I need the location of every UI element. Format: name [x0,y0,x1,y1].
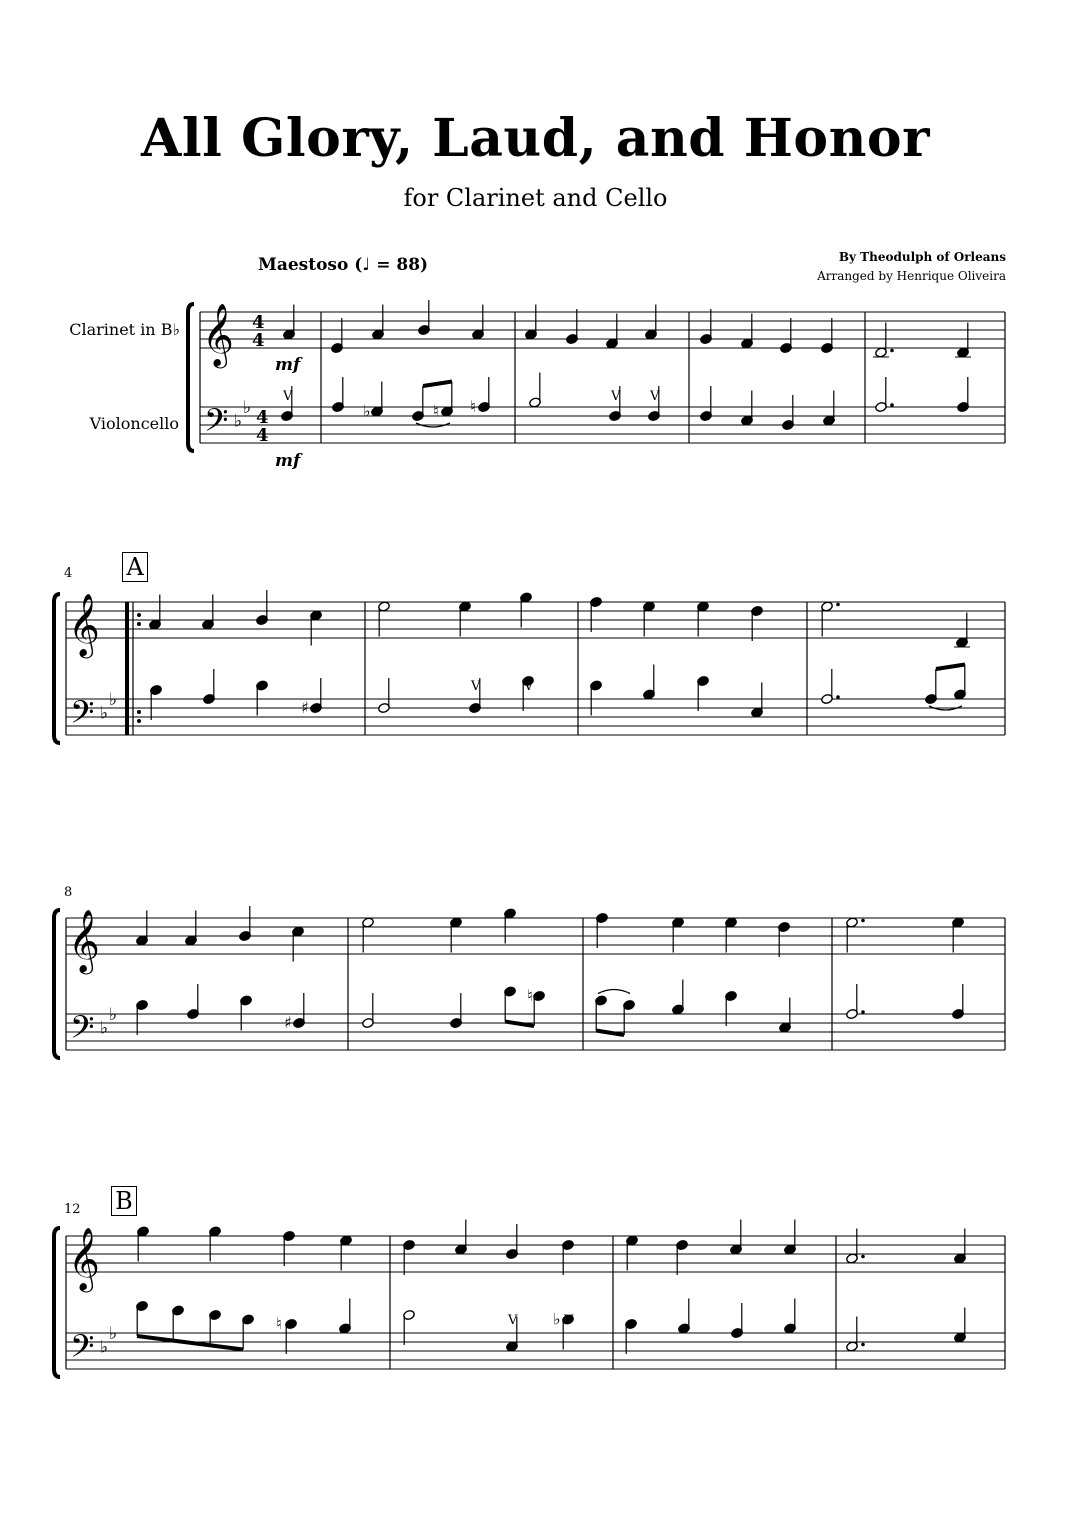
treble-clef: 𝄞 [68,909,100,972]
repeat-dot [137,710,141,714]
bass-clef: 𝄢 [70,694,95,738]
natural-accidental: ♮ [276,1314,282,1333]
beam [596,1031,624,1036]
up-bow-mark: V [283,389,293,404]
system-bracket [54,910,60,1058]
natural-accidental: ♮ [527,986,533,1005]
augmentation-dot [861,1010,865,1014]
dynamic-mf-clarinet: mf [275,355,301,375]
beam [423,382,452,387]
key-signature-flat: ♭ [100,1337,109,1358]
up-bow-mark: V [650,389,660,404]
key-signature-flat: ♭ [243,398,252,418]
natural-accidental: ♮ [470,397,476,416]
key-signature-flat: ♭ [109,1324,118,1344]
sharp-accidental: ♯ [301,698,309,717]
bass-clef: 𝄢 [204,402,229,446]
key-signature-flat: ♭ [109,1005,118,1025]
key-signature-flat: ♭ [100,703,109,724]
augmentation-dot [836,695,840,699]
system-bracket [54,1228,60,1377]
up-bow-mark: V [524,679,534,694]
treble-clef: 𝄞 [68,1227,100,1290]
key-signature-flat: ♭ [109,690,118,710]
repeat-dot [137,719,141,723]
up-bow-mark: V [611,389,621,404]
flat-accidental: ♭ [363,401,371,421]
key-signature-flat: ♭ [100,1018,109,1039]
repeat-dot [137,613,141,617]
augmentation-dot [836,603,840,607]
time-signature-numerator: 4 [252,312,265,333]
flat-accidental: ♭ [553,1309,561,1329]
treble-clef: 𝄞 [68,593,100,656]
sharp-accidental: ♯ [284,1013,292,1032]
instrument-label-clarinet: Clarinet in B♭ [69,320,180,339]
bass-clef: 𝄢 [70,1328,95,1372]
rehearsal-mark-a: A [122,552,148,582]
augmentation-dot [890,403,894,407]
slur [598,990,630,994]
beam [137,1336,243,1350]
dynamic-mf-cello: mf [275,451,301,471]
time-signature-denominator: 4 [256,425,269,446]
repeat-dot [137,622,141,626]
system-bracket [188,304,194,451]
rehearsal-mark-b: B [111,1186,137,1216]
augmentation-dot [861,919,865,923]
measure-number-4: 4 [64,566,73,581]
arranger-credit: Arranged by Henrique Oliveira [817,269,1006,283]
tempo-marking: Maestoso (♩ = 88) [258,255,429,275]
beam [505,1022,534,1027]
treble-clef: 𝄞 [202,303,234,366]
measure-number-8: 8 [64,885,73,900]
augmentation-dot [861,1343,865,1347]
natural-accidental: ♮ [433,401,439,421]
score-subtitle: for Clarinet and Cello [403,184,668,212]
score-title: All Glory, Laud, and Honor [141,108,930,169]
bass-clef: 𝄢 [70,1009,95,1053]
up-bow-mark: V [564,1313,574,1328]
augmentation-dot [861,1255,865,1259]
beam [936,665,965,670]
system-bracket [54,594,60,743]
measure-number-12: 12 [64,1202,81,1217]
up-bow-mark: V [471,679,481,694]
key-signature-flat: ♭ [234,411,243,432]
up-bow-mark: V [508,1313,518,1328]
time-signature-denominator: 4 [252,330,265,351]
time-signature-numerator: 4 [256,407,269,428]
composer-credit: By Theodulph of Orleans [838,250,1006,264]
instrument-label-cello: Violoncello [89,414,179,433]
augmentation-dot [890,349,894,353]
